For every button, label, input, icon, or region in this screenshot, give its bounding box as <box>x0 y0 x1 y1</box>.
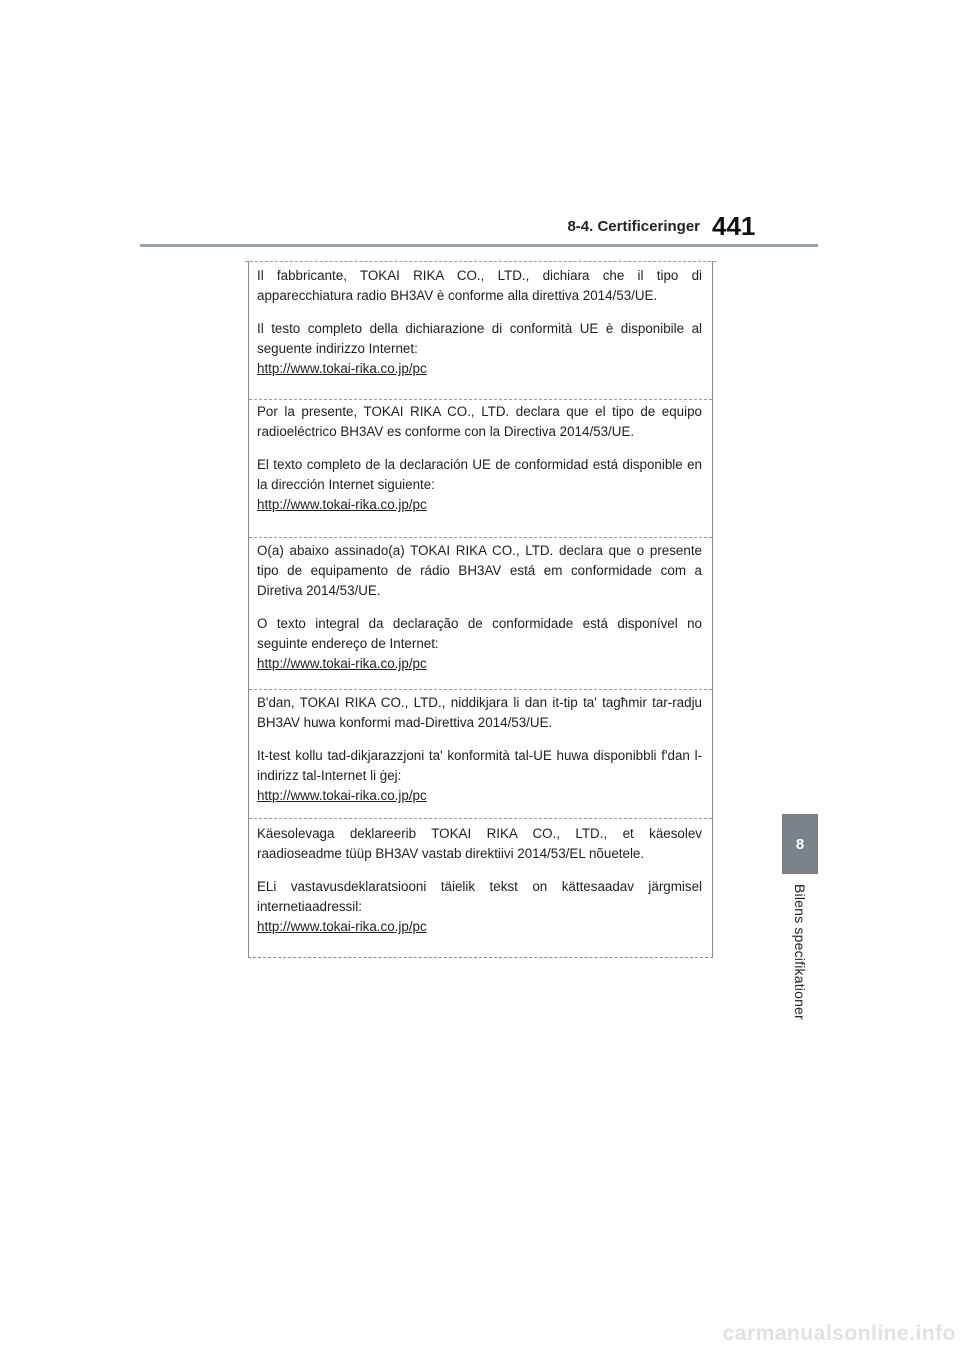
declaration-block-spanish <box>249 399 712 537</box>
watermark: carmanualsonline.info <box>722 1322 956 1345</box>
declaration-text: Il fabbricante, TOKAI RIKA CO., LTD., dichiara che il tipo di apparecchiatura radio BH3AV è conforme alla direttiva 2014/53/UE. <box>257 268 702 303</box>
declaration-link[interactable]: http://www.tokai-rika.co.jp/pc <box>257 656 427 671</box>
page-header <box>0 0 960 250</box>
availability-text: ELi vastavusdeklaratsiooni täielik tekst on kättesaadav järgmisel internetiaadressil: <box>257 879 702 914</box>
availability-text: It-test kollu tad-dikjarazzjoni ta' konformità tal-UE huwa disponibbli f'dan l-indirizz tal-Internet li ġej: <box>257 748 702 783</box>
declaration-block-portuguese <box>249 537 712 689</box>
declaration-text: Käesolevaga deklareerib TOKAI RIKA CO., LTD., et käesolev raadioseadme tüüp BH3AV vastab direktiivi 2014/53/EL nõuetele. <box>257 826 702 861</box>
section-title: 8-4. Certificeringer <box>567 218 700 235</box>
certification-box <box>248 261 713 958</box>
declaration-text: O(a) abaixo assinado(a) TOKAI RIKA CO., LTD. declara que o presente tipo de equipamento de rádio BH3AV está em conformidade com a Diretiva 2014/53/UE. <box>257 543 702 598</box>
declaration-block-maltese <box>249 689 712 818</box>
chapter-number: 8 <box>795 835 805 853</box>
availability-text: O texto integral da declaração de conformidade está disponível no seguinte endereço de Internet: <box>257 616 702 651</box>
declaration-link[interactable]: http://www.tokai-rika.co.jp/pc <box>257 361 427 376</box>
declaration-block-estonian <box>249 818 712 957</box>
declaration-block-italian <box>249 266 712 399</box>
chapter-tab[interactable] <box>782 814 818 874</box>
declaration-text: Por la presente, TOKAI RIKA CO., LTD. declara que el tipo de equipo radioeléctrico BH3AV es conforme con la Directiva 2014/53/UE. <box>257 404 702 439</box>
chapter-label: Bilens specifikationer <box>792 884 808 1020</box>
declaration-link[interactable]: http://www.tokai-rika.co.jp/pc <box>257 919 427 934</box>
availability-text: Il testo completo della dichiarazione di conformità UE è disponibile al seguente indirizzo Internet: <box>257 321 702 356</box>
declaration-link[interactable]: http://www.tokai-rika.co.jp/pc <box>257 788 427 803</box>
declaration-link[interactable]: http://www.tokai-rika.co.jp/pc <box>257 497 427 512</box>
header-rule <box>140 244 818 247</box>
declaration-text: B'dan, TOKAI RIKA CO., LTD., niddikjara li dan it-tip ta' tagħmir tar-radju BH3AV huwa konformi mad-Direttiva 2014/53/UE. <box>257 695 702 730</box>
page-number: 441 <box>712 211 756 241</box>
availability-text: El texto completo de la declaración UE de conformidad está disponible en la dirección Internet siguiente: <box>257 457 702 492</box>
